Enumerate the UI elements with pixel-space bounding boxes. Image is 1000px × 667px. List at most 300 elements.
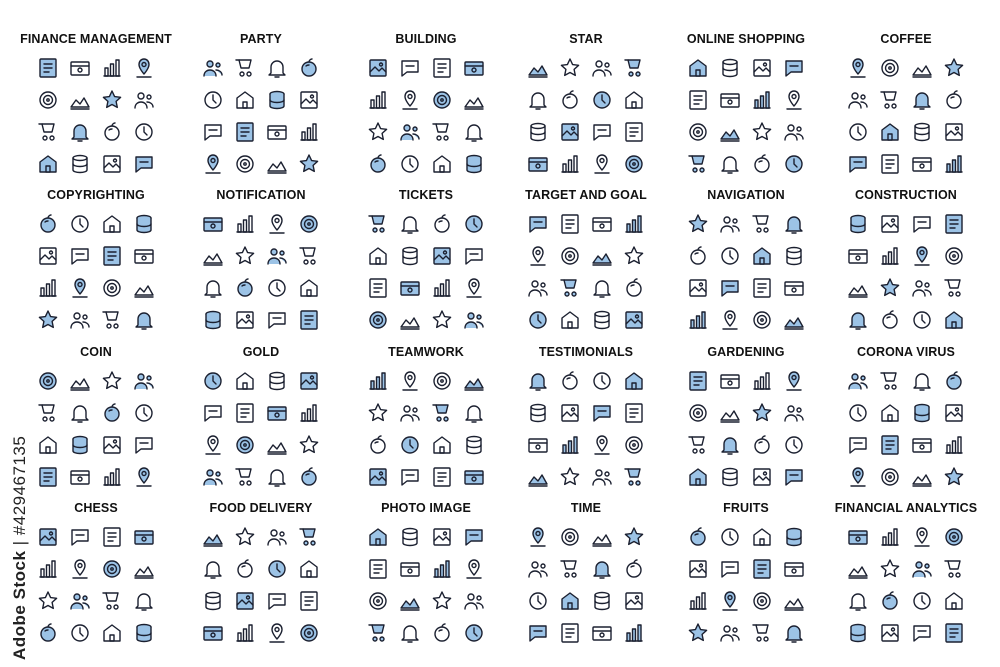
section-navigation [663, 164, 829, 320]
fruits-icon [714, 617, 746, 649]
online-shopping-icon [682, 84, 714, 116]
icon-grid [522, 521, 650, 649]
icon-grid [682, 52, 810, 180]
financial-analytics-icon [842, 553, 874, 585]
tickets-icon [362, 208, 394, 240]
construction-icon [874, 272, 906, 304]
food-delivery-icon [229, 585, 261, 617]
star-icon [554, 52, 586, 84]
icon-grid [32, 521, 160, 649]
teamwork-icon [458, 365, 490, 397]
gold-icon [261, 365, 293, 397]
icon-grid [522, 365, 650, 493]
finance-management-icon [64, 84, 96, 116]
gardening-icon [682, 365, 714, 397]
section-title: TIME [570, 501, 602, 515]
tickets-icon [394, 240, 426, 272]
food-delivery-icon [261, 617, 293, 649]
copyrighting-icon [128, 208, 160, 240]
party-icon [293, 84, 325, 116]
navigation-icon [682, 272, 714, 304]
corona-virus-icon [906, 365, 938, 397]
finance-management-icon [32, 84, 64, 116]
chess-icon [64, 553, 96, 585]
construction-icon [906, 240, 938, 272]
section-title: PARTY [240, 32, 282, 46]
teamwork-icon [426, 365, 458, 397]
financial-analytics-icon [842, 617, 874, 649]
section-title: TESTIMONIALS [538, 345, 634, 359]
fruits-icon [682, 553, 714, 585]
gold-icon [229, 397, 261, 429]
gold-icon [197, 429, 229, 461]
testimonials-icon [586, 397, 618, 429]
gardening-icon [778, 429, 810, 461]
construction-icon [938, 272, 970, 304]
online-shopping-icon [714, 116, 746, 148]
star-icon [522, 116, 554, 148]
photo-image-icon [362, 585, 394, 617]
time-icon [618, 521, 650, 553]
food-delivery-icon [197, 521, 229, 553]
fruits-icon [746, 617, 778, 649]
teamwork-icon [394, 397, 426, 429]
target-and-goal-icon [586, 240, 618, 272]
coin-icon [64, 365, 96, 397]
notification-icon [261, 208, 293, 240]
star-icon [522, 52, 554, 84]
navigation-icon [714, 272, 746, 304]
section-target-and-goal [503, 164, 669, 320]
target-and-goal-icon [586, 272, 618, 304]
navigation-icon [682, 208, 714, 240]
party-icon [197, 116, 229, 148]
section-teamwork [343, 321, 509, 477]
fruits-icon [682, 521, 714, 553]
food-delivery-icon [197, 617, 229, 649]
construction-icon [842, 208, 874, 240]
online-shopping-icon [682, 116, 714, 148]
tickets-icon [426, 240, 458, 272]
section-title: STAR [569, 32, 603, 46]
food-delivery-icon [293, 521, 325, 553]
section-title: COIN [80, 345, 112, 359]
construction-icon [906, 272, 938, 304]
finance-management-icon [128, 52, 160, 84]
notification-icon [197, 272, 229, 304]
section-star [503, 8, 669, 164]
financial-analytics-icon [938, 553, 970, 585]
corona-virus-icon [874, 397, 906, 429]
gardening-icon [714, 429, 746, 461]
finance-management-icon [32, 52, 64, 84]
tickets-icon [458, 240, 490, 272]
tickets-icon [426, 272, 458, 304]
copyrighting-icon [32, 208, 64, 240]
section-financial-analytics [823, 477, 989, 633]
photo-image-icon [458, 553, 490, 585]
fruits-icon [778, 617, 810, 649]
fruits-icon [746, 521, 778, 553]
coffee-icon [906, 84, 938, 116]
chess-icon [96, 585, 128, 617]
chess-icon [64, 617, 96, 649]
section-title: PHOTO IMAGE [381, 501, 471, 515]
section-copyrighting [13, 164, 179, 320]
fruits-icon [778, 553, 810, 585]
star-icon [554, 84, 586, 116]
building-icon [458, 116, 490, 148]
testimonials-icon [554, 397, 586, 429]
section-coffee [823, 8, 989, 164]
gardening-icon [682, 397, 714, 429]
corona-virus-icon [842, 365, 874, 397]
section-title: FINANCE MANAGEMENT [20, 32, 172, 46]
target-and-goal-icon [554, 240, 586, 272]
icon-grid [362, 208, 490, 336]
navigation-icon [714, 208, 746, 240]
gardening-icon [778, 365, 810, 397]
photo-image-icon [426, 585, 458, 617]
party-icon [197, 52, 229, 84]
fruits-icon [714, 553, 746, 585]
building-icon [362, 52, 394, 84]
notification-icon [261, 240, 293, 272]
copyrighting-icon [96, 272, 128, 304]
party-icon [229, 52, 261, 84]
section-title: TICKETS [398, 188, 454, 202]
section-food-delivery [178, 477, 344, 633]
navigation-icon [778, 240, 810, 272]
online-shopping-icon [714, 84, 746, 116]
corona-virus-icon [938, 429, 970, 461]
building-icon [362, 84, 394, 116]
section-title: NOTIFICATION [216, 188, 306, 202]
financial-analytics-icon [906, 553, 938, 585]
navigation-icon [778, 272, 810, 304]
financial-analytics-icon [874, 553, 906, 585]
financial-analytics-icon [874, 585, 906, 617]
time-icon [522, 617, 554, 649]
copyrighting-icon [96, 240, 128, 272]
notification-icon [261, 272, 293, 304]
party-icon [229, 84, 261, 116]
construction-icon [938, 240, 970, 272]
building-icon [394, 116, 426, 148]
party-icon [197, 84, 229, 116]
navigation-icon [778, 208, 810, 240]
construction-icon [906, 208, 938, 240]
financial-analytics-icon [874, 521, 906, 553]
gold-icon [229, 429, 261, 461]
notification-icon [229, 240, 261, 272]
target-and-goal-icon [522, 272, 554, 304]
building-icon [458, 84, 490, 116]
time-icon [554, 585, 586, 617]
gold-icon [197, 365, 229, 397]
online-shopping-icon [778, 84, 810, 116]
fruits-icon [682, 585, 714, 617]
coffee-icon [938, 116, 970, 148]
time-icon [522, 553, 554, 585]
navigation-icon [746, 240, 778, 272]
finance-management-icon [96, 116, 128, 148]
financial-analytics-icon [938, 585, 970, 617]
construction-icon [842, 240, 874, 272]
fruits-icon [714, 585, 746, 617]
icon-grid [362, 52, 490, 180]
time-icon [522, 521, 554, 553]
coin-icon [128, 397, 160, 429]
tickets-icon [426, 208, 458, 240]
coin-icon [128, 365, 160, 397]
section-party [178, 8, 344, 164]
icon-grid [522, 52, 650, 180]
navigation-icon [682, 240, 714, 272]
section-title: COPYRIGHTING [47, 188, 145, 202]
food-delivery-icon [293, 585, 325, 617]
gardening-icon [746, 365, 778, 397]
online-shopping-icon [714, 52, 746, 84]
section-title: CONSTRUCTION [855, 188, 957, 202]
photo-image-icon [458, 617, 490, 649]
watermark-brand: Adobe Stock [10, 550, 29, 660]
target-and-goal-icon [618, 208, 650, 240]
time-icon [586, 521, 618, 553]
photo-image-icon [426, 521, 458, 553]
section-title: COFFEE [880, 32, 932, 46]
chess-icon [32, 521, 64, 553]
time-icon [586, 617, 618, 649]
icon-grid [682, 521, 810, 649]
navigation-icon [746, 208, 778, 240]
star-icon [522, 84, 554, 116]
corona-virus-icon [842, 397, 874, 429]
section-time [503, 477, 669, 633]
gold-icon [229, 365, 261, 397]
notification-icon [293, 240, 325, 272]
section-fruits [663, 477, 829, 633]
corona-virus-icon [842, 429, 874, 461]
icon-grid [842, 365, 970, 493]
financial-analytics-icon [906, 521, 938, 553]
target-and-goal-icon [522, 208, 554, 240]
star-icon [586, 84, 618, 116]
chess-icon [32, 617, 64, 649]
time-icon [554, 521, 586, 553]
teamwork-icon [458, 397, 490, 429]
testimonials-icon [618, 365, 650, 397]
section-title: GARDENING [707, 345, 785, 359]
notification-icon [229, 272, 261, 304]
section-chess [13, 477, 179, 633]
corona-virus-icon [906, 429, 938, 461]
gardening-icon [682, 429, 714, 461]
star-icon [618, 84, 650, 116]
food-delivery-icon [229, 521, 261, 553]
online-shopping-icon [778, 52, 810, 84]
construction-icon [842, 272, 874, 304]
testimonials-icon [586, 429, 618, 461]
teamwork-icon [362, 365, 394, 397]
photo-image-icon [426, 553, 458, 585]
finance-management-icon [64, 52, 96, 84]
icon-grid [362, 521, 490, 649]
time-icon [586, 585, 618, 617]
fruits-icon [778, 521, 810, 553]
section-title: CORONA VIRUS [857, 345, 955, 359]
online-shopping-icon [746, 84, 778, 116]
copyrighting-icon [32, 240, 64, 272]
coffee-icon [842, 52, 874, 84]
star-icon [586, 52, 618, 84]
coffee-icon [874, 52, 906, 84]
section-title: FRUITS [723, 501, 769, 515]
financial-analytics-icon [938, 617, 970, 649]
time-icon [618, 585, 650, 617]
navigation-icon [714, 240, 746, 272]
target-and-goal-icon [554, 272, 586, 304]
financial-analytics-icon [842, 521, 874, 553]
coffee-icon [842, 116, 874, 148]
online-shopping-icon [778, 116, 810, 148]
corona-virus-icon [938, 397, 970, 429]
section-title: NAVIGATION [707, 188, 785, 202]
fruits-icon [746, 553, 778, 585]
teamwork-icon [362, 397, 394, 429]
teamwork-icon [426, 429, 458, 461]
coin-icon [128, 429, 160, 461]
photo-image-icon [394, 617, 426, 649]
building-icon [362, 116, 394, 148]
icon-grid [197, 52, 325, 180]
star-icon [554, 116, 586, 148]
testimonials-icon [522, 397, 554, 429]
coin-icon [32, 397, 64, 429]
gold-icon [293, 365, 325, 397]
gardening-icon [746, 397, 778, 429]
section-title: GOLD [242, 345, 280, 359]
corona-virus-icon [874, 365, 906, 397]
food-delivery-icon [229, 617, 261, 649]
watermark: Adobe Stock | #429467135 [10, 435, 29, 660]
coin-icon [96, 397, 128, 429]
section-notification [178, 164, 344, 320]
food-delivery-icon [229, 553, 261, 585]
section-tickets [343, 164, 509, 320]
section-title: FOOD DELIVERY [209, 501, 313, 515]
fruits-icon [746, 585, 778, 617]
time-icon [554, 553, 586, 585]
corona-virus-icon [874, 429, 906, 461]
coin-icon [32, 429, 64, 461]
party-icon [293, 116, 325, 148]
building-icon [394, 52, 426, 84]
copyrighting-icon [96, 208, 128, 240]
finance-management-icon [96, 84, 128, 116]
coin-icon [96, 429, 128, 461]
target-and-goal-icon [618, 240, 650, 272]
testimonials-icon [554, 429, 586, 461]
coffee-icon [842, 84, 874, 116]
photo-image-icon [458, 585, 490, 617]
section-title: CHESS [74, 501, 118, 515]
gardening-icon [714, 397, 746, 429]
photo-image-icon [394, 585, 426, 617]
chess-icon [128, 553, 160, 585]
coffee-icon [938, 84, 970, 116]
photo-image-icon [426, 617, 458, 649]
coffee-icon [938, 52, 970, 84]
icon-grid [32, 365, 160, 493]
notification-icon [197, 208, 229, 240]
icon-grid [522, 208, 650, 336]
copyrighting-icon [32, 272, 64, 304]
section-building [343, 8, 509, 164]
target-and-goal-icon [618, 272, 650, 304]
finance-management-icon [96, 52, 128, 84]
time-icon [618, 617, 650, 649]
copyrighting-icon [64, 240, 96, 272]
teamwork-icon [426, 397, 458, 429]
coffee-icon [874, 116, 906, 148]
fruits-icon [778, 585, 810, 617]
financial-analytics-icon [906, 617, 938, 649]
section-testimonials [503, 321, 669, 477]
testimonials-icon [522, 365, 554, 397]
building-icon [458, 52, 490, 84]
section-online-shopping [663, 8, 829, 164]
teamwork-icon [458, 429, 490, 461]
financial-analytics-icon [938, 521, 970, 553]
photo-image-icon [362, 553, 394, 585]
food-delivery-icon [293, 553, 325, 585]
time-icon [554, 617, 586, 649]
section-gold [178, 321, 344, 477]
food-delivery-icon [261, 585, 293, 617]
financial-analytics-icon [842, 585, 874, 617]
testimonials-icon [618, 397, 650, 429]
food-delivery-icon [261, 521, 293, 553]
online-shopping-icon [682, 52, 714, 84]
section-title: BUILDING [395, 32, 457, 46]
coffee-icon [906, 52, 938, 84]
section-construction [823, 164, 989, 320]
corona-virus-icon [906, 397, 938, 429]
icon-grid [197, 208, 325, 336]
construction-icon [938, 208, 970, 240]
party-icon [261, 52, 293, 84]
icon-grid [682, 365, 810, 493]
section-title: TARGET AND GOAL [525, 188, 647, 202]
testimonials-icon [522, 429, 554, 461]
chess-icon [96, 521, 128, 553]
party-icon [293, 52, 325, 84]
party-icon [261, 116, 293, 148]
finance-management-icon [128, 84, 160, 116]
notification-icon [293, 272, 325, 304]
testimonials-icon [586, 365, 618, 397]
finance-management-icon [32, 116, 64, 148]
online-shopping-icon [746, 52, 778, 84]
gold-icon [293, 397, 325, 429]
teamwork-icon [394, 365, 426, 397]
food-delivery-icon [197, 553, 229, 585]
tickets-icon [362, 272, 394, 304]
icon-grid [842, 521, 970, 649]
gold-icon [261, 429, 293, 461]
section-finance-management [13, 8, 179, 164]
